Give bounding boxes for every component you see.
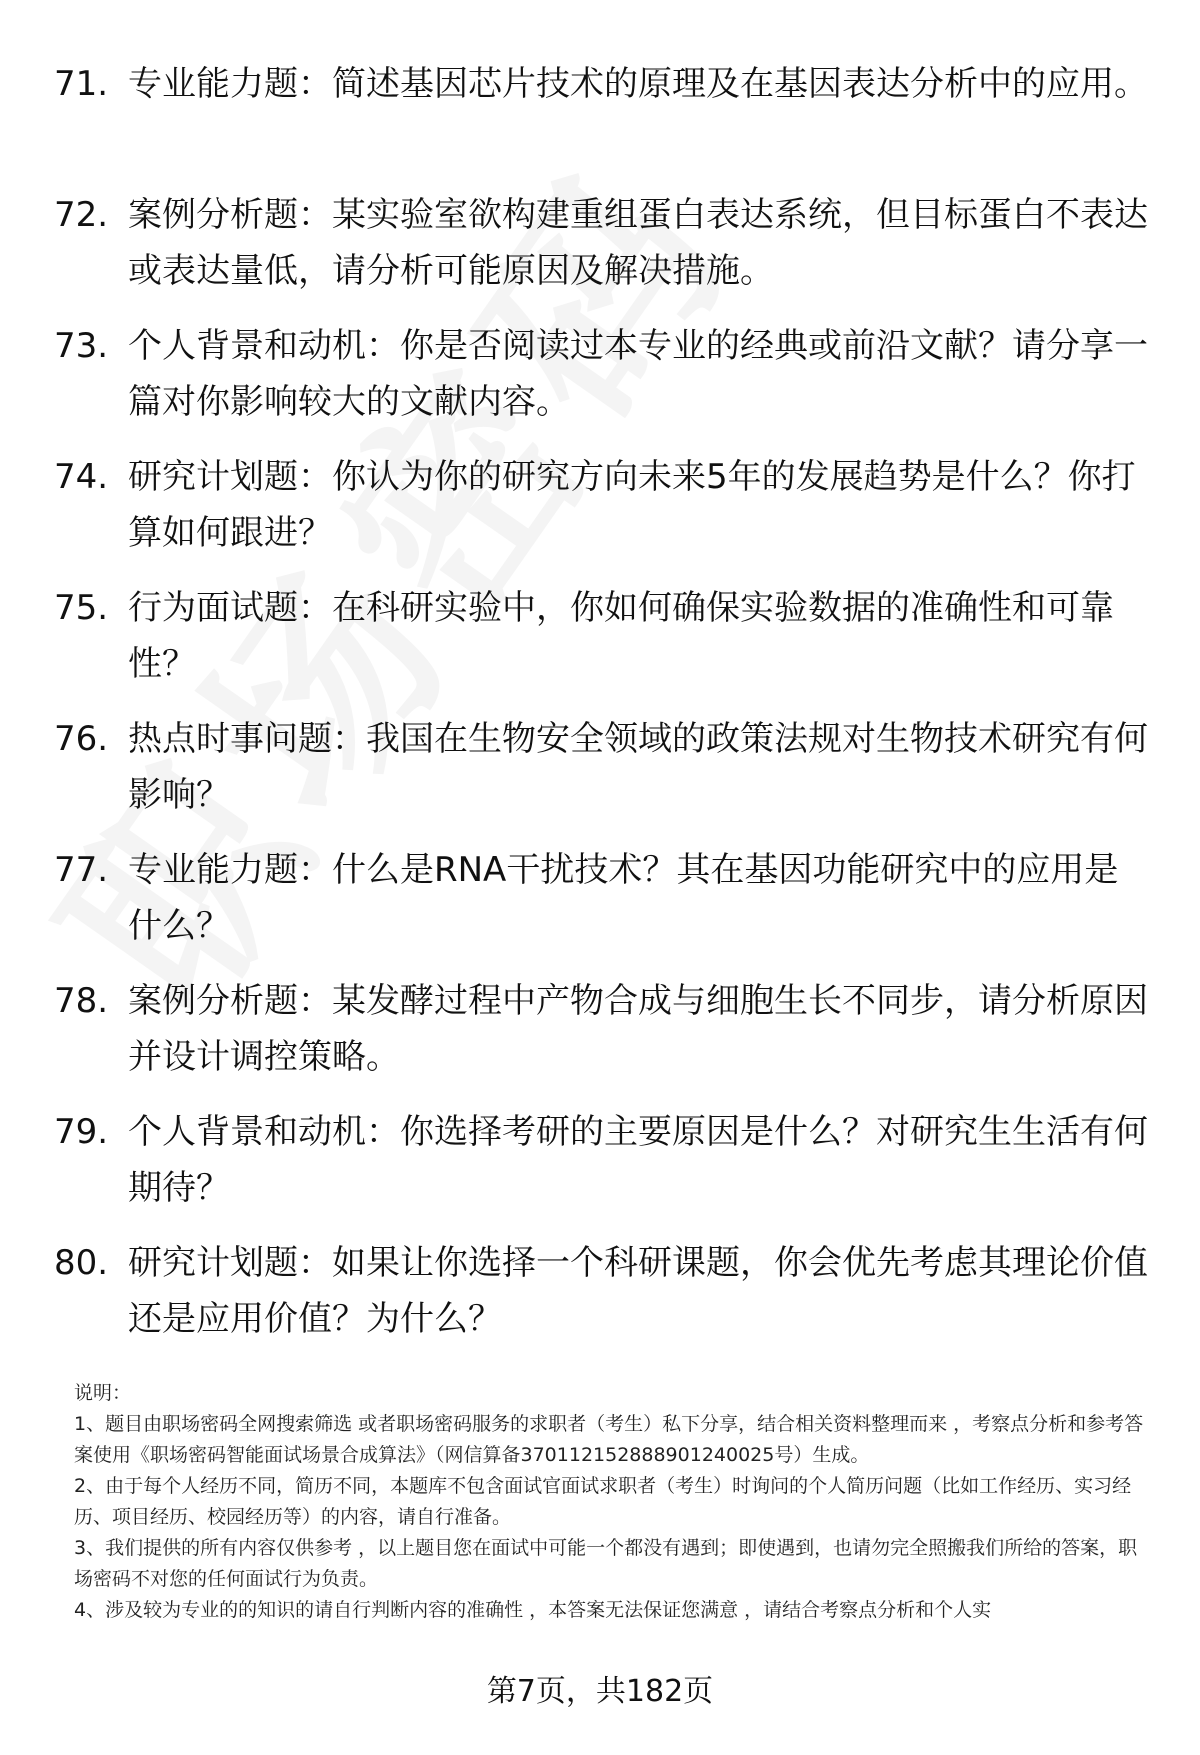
page-footer bbox=[0, 1672, 1200, 1712]
question-text: 热点时事问题：我国在生物安全领域的政策法规对生物技术研究有何影响？ bbox=[128, 719, 1148, 815]
question-text: 研究计划题：如果让你选择一个科研课题，你会优先考虑其理论价值还是应用价值？为什么？ bbox=[128, 1243, 1148, 1339]
question-item bbox=[0, 711, 1200, 842]
question-number: 74. bbox=[54, 457, 109, 497]
notes-section bbox=[74, 1378, 1154, 1626]
question-text: 研究计划题：你认为你的研究方向未来5年的发展趋势是什么？你打算如何跟进？ bbox=[128, 457, 1136, 553]
question-number: 78. bbox=[54, 981, 109, 1021]
question-text: 案例分析题：某发酵过程中产物合成与细胞生长不同步，请分析原因并设计调控策略。 bbox=[128, 981, 1148, 1077]
question-item bbox=[0, 580, 1200, 711]
question-item bbox=[0, 56, 1200, 187]
question-item bbox=[0, 187, 1200, 318]
question-item bbox=[0, 973, 1200, 1104]
question-text: 个人背景和动机：你是否阅读过本专业的经典或前沿文献？请分享一篇对你影响较大的文献内容。 bbox=[128, 326, 1148, 422]
question-number: 79. bbox=[54, 1112, 109, 1152]
question-item bbox=[0, 842, 1200, 973]
note-item: 3、我们提供的所有内容仅供参考 ，以上题目您在面试中可能一个都没有遇到；即使遇到，也请勿完全照搬我们所给的答案，职场密码不对您的任何面试行为负责。 bbox=[74, 1537, 1138, 1590]
question-item bbox=[0, 318, 1200, 449]
question-list bbox=[0, 56, 1200, 1366]
question-item bbox=[0, 1104, 1200, 1235]
question-number: 73. bbox=[54, 326, 109, 366]
question-text: 个人背景和动机：你选择考研的主要原因是什么？对研究生生活有何期待？ bbox=[128, 1112, 1148, 1208]
page-number: 第7页，共182页 bbox=[486, 1674, 714, 1709]
question-number: 80. bbox=[54, 1243, 109, 1283]
question-text: 行为面试题：在科研实验中，你如何确保实验数据的准确性和可靠性？ bbox=[128, 588, 1114, 684]
question-number: 76. bbox=[54, 719, 109, 759]
question-text: 专业能力题：什么是RNA干扰技术？其在基因功能研究中的应用是什么？ bbox=[128, 850, 1119, 946]
question-text: 案例分析题：某实验室欲构建重组蛋白表达系统，但目标蛋白不表达或表达量低，请分析可能原因及解决措施。 bbox=[128, 195, 1148, 291]
note-item: 2、由于每个人经历不同，简历不同，本题库不包含面试官面试求职者（考生）时询问的个人简历问题（比如工作经历、实习经历、项目经历、校园经历等）的内容，请自行准备。 bbox=[74, 1475, 1132, 1528]
note-item: 4、涉及较为专业的的知识的请自行判断内容的准确性 ，本答案无法保证您满意 ，请结合考察点分析和个人实 bbox=[74, 1599, 992, 1621]
question-item bbox=[0, 1235, 1200, 1366]
note-item: 1、题目由职场密码全网搜索筛选 或者职场密码服务的求职者（考生）私下分享，结合相关资料整理而来 ，考察点分析和参考答案使用《职场密码智能面试场景合成算法》（网信算备370112152888901240025号）生成。 bbox=[74, 1413, 1144, 1466]
question-number: 75. bbox=[54, 588, 109, 628]
notes-heading: 说明： bbox=[74, 1382, 132, 1404]
question-item bbox=[0, 449, 1200, 580]
question-number: 77. bbox=[54, 850, 109, 890]
question-number: 71. bbox=[54, 64, 109, 104]
question-number: 72. bbox=[54, 195, 109, 235]
question-text: 专业能力题：简述基因芯片技术的原理及在基因表达分析中的应用。 bbox=[128, 64, 1148, 104]
